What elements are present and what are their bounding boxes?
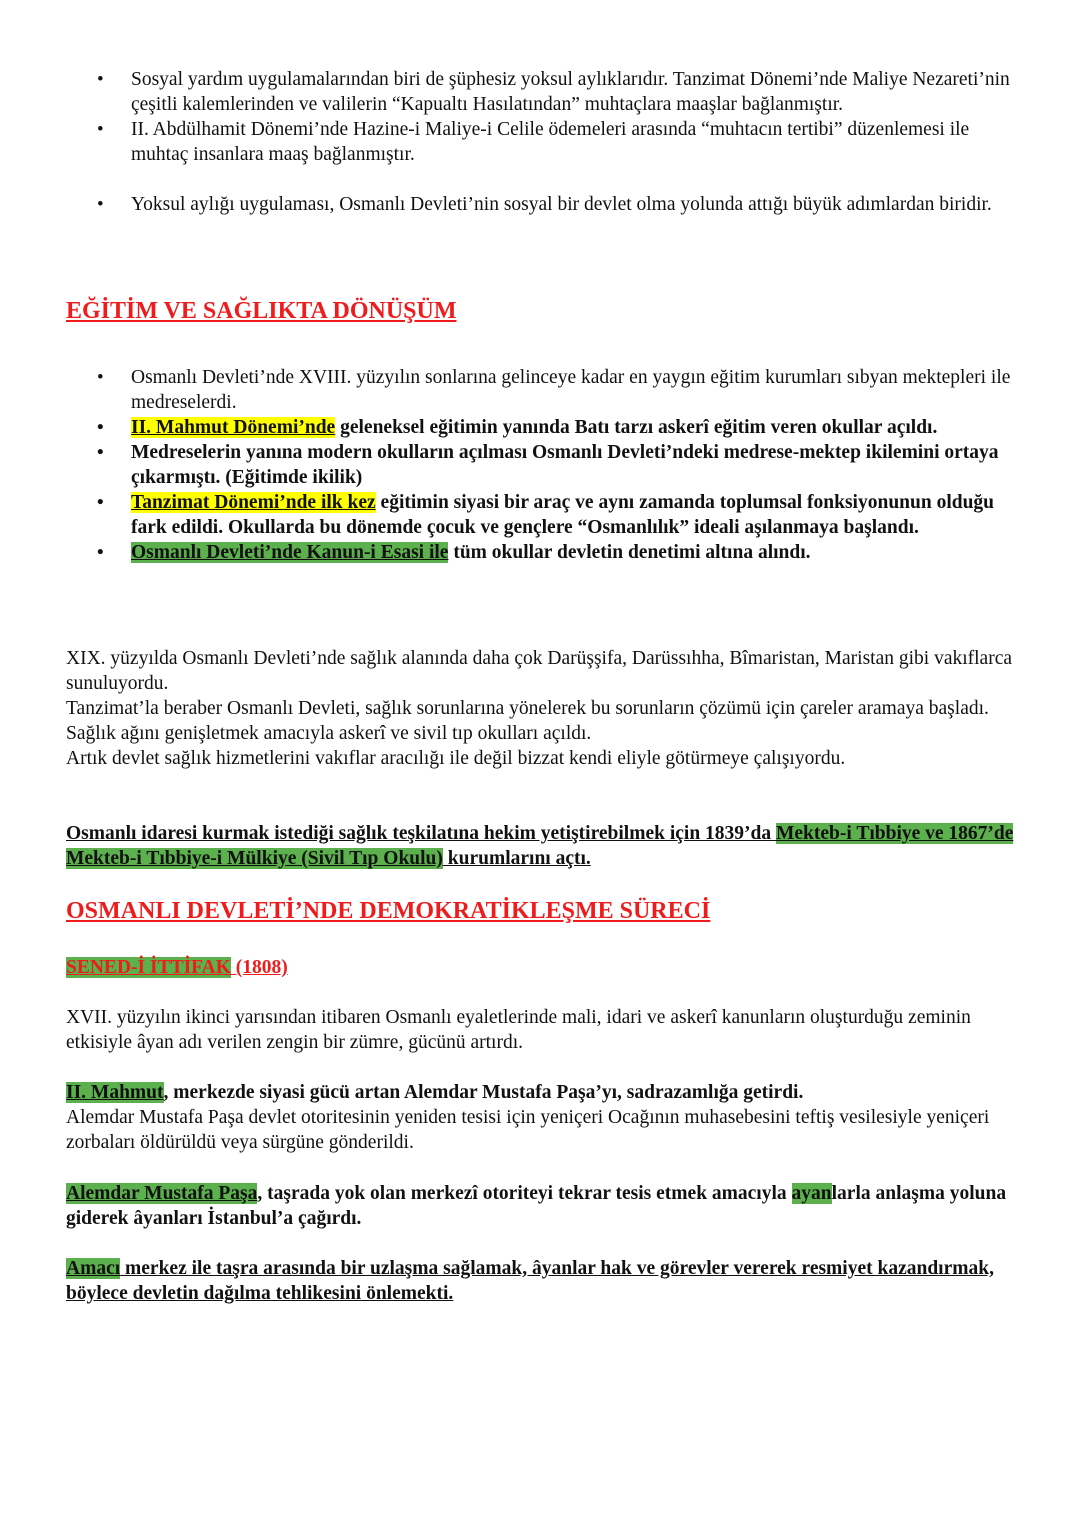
list-item: • Osmanlı Devleti’nde XVIII. yüzyılın sonlarına gelinceye kadar en yaygın eğitim kurumları sıbyan mektepleri ile medreselerdi. [66, 365, 1016, 415]
section-heading-education-health: EĞİTİM VE SAĞLIKTA DÖNÜŞÜM [66, 298, 457, 324]
paragraph-ayan: XVII. yüzyılın ikinci yarısından itibaren Osmanlı eyaletlerinde mali, idari ve askerî kanunların oluşturduğu zeminin etkisiyle âyan adı verilen zengin bir zümre, gücünü artırdı. [66, 1007, 971, 1053]
highlight-green: ayan [791, 1183, 832, 1204]
list-item: • Tanzimat Dönemi’nde ilk kez eğitimin siyasi bir araç ve aynı zamanda toplumsal fonksiyonunun olduğu fark edildi. Okullarda bu dönemde çocuk ve gençlere “Osmanlılık” ideali aşılanmaya başlandı. [66, 490, 1016, 540]
list-item: • Osmanlı Devleti’nde Kanun-i Esasi ile tüm okullar devletin denetimi altına alındı. [66, 540, 1016, 565]
paragraph-alemdar: Alemdar Mustafa Paşa, taşrada yok olan merkezî otoriteyi tekrar tesis etmek amacıyla ayanlarla anlaşma yoluna giderek âyanları İstanbul’a çağırdı. [66, 1183, 1007, 1229]
highlight-green: II. Mahmut [66, 1082, 164, 1103]
highlight-green: SENED-İ İTTİFAK [66, 957, 231, 978]
list-item: • Yoksul aylığı uygulaması, Osmanlı Devleti’nin sosyal bir devlet olma yolunda attığı büyük adımlardan biridir. [66, 192, 1016, 217]
highlight-green: Osmanlı Devleti’nde Kanun-i Esasi ile [131, 542, 449, 563]
top-bullet-list [66, 67, 1016, 217]
medical-schools-paragraph: Osmanlı idaresi kurmak istediği sağlık teşkilatına hekim yetiştirebilmek için 1839’da Mekteb-i Tıbbiye ve 1867’de Mekteb-i Tıbbiye-i Mülkiye (Sivil Tıp Okulu) kurumlarını açtı. [66, 823, 1014, 869]
highlight-green: Amacı [66, 1258, 121, 1279]
paragraph-mahmut: II. Mahmut, merkezde siyasi gücü artan Alemdar Mustafa Paşa’yı, sadrazamlığa getirdi. Alemdar Mustafa Paşa devlet otoritesinin yeniden tesisi için yeniçeri Ocağının muhasebesini teftiş vesilesiyle yeniçeri zorbaları öldürüldü veya sürgüne gönderildi. [66, 1082, 990, 1153]
highlight-yellow: II. Mahmut Dönemi’nde [131, 417, 336, 438]
paragraph: XIX. yüzyılda Osmanlı Devleti’nde sağlık alanında daha çok Darüşşifa, Darüssıhha, Bîmaristan, Maristan gibi vakıflarca sunuluyordu. [66, 648, 1013, 694]
paragraph: Sağlık ağını genişletmek amacıyla askerî ve sivil tıp okulları açıldı. [66, 723, 592, 744]
paragraph: Artık devlet sağlık hizmetlerini vakıflar aracılığı ile değil bizzat kendi eliyle götürmeye çalışıyordu. [66, 748, 846, 769]
paragraph-amaci: Amacı merkez ile taşra arasında bir uzlaşma sağlamak, âyanlar hak ve görevler vererek resmiyet kazandırmak, böylece devletin dağılma tehlikesini önlemekti. [66, 1258, 994, 1304]
section-heading-democratization: OSMANLI DEVLETİ’NDE DEMOKRATİKLEŞME SÜRECİ [66, 898, 711, 924]
list-item: • II. Mahmut Dönemi’nde geleneksel eğitimin yanında Batı tarzı askerî eğitim veren okullar açıldı. [66, 415, 1016, 440]
health-paragraphs [66, 646, 1016, 771]
paragraph: Tanzimat’la beraber Osmanlı Devleti, sağlık sorunlarına yönelerek bu sorunların çözümü için çareler aramaya başladı. [66, 698, 989, 719]
highlight-green: Alemdar Mustafa Paşa [66, 1183, 258, 1204]
education-bullet-list [66, 365, 1016, 565]
list-item: • Sosyal yardım uygulamalarından biri de şüphesiz yoksul aylıklarıdır. Tanzimat Dönemi’nde Maliye Nezareti’nin çeşitli kalemlerinden ve valilerin “Kapualtı Hasılatından” muhtaçlara maaşlar bağlanmıştır. [66, 67, 1016, 117]
subheading-sened-i-ittifak: SENED-İ İTTİFAK (1808) [66, 957, 288, 978]
list-item: • Medreselerin yanına modern okulların açılması Osmanlı Devleti’ndeki medrese-mektep ikilemini ortaya çıkarmıştı. (Eğitimde ikilik) [66, 440, 1016, 490]
highlight-green: Mekteb-i Tıbbiye ve 1867’de Mekteb-i Tıbbiye-i Mülkiye (Sivil Tıp Okulu) [66, 823, 1014, 869]
highlight-yellow: Tanzimat Dönemi’nde ilk kez [131, 492, 376, 513]
list-item: • II. Abdülhamit Dönemi’nde Hazine-i Maliye-i Celile ödemeleri arasında “muhtacın tertibi” düzenlemesi ile muhtaç insanlara maaş bağlanmıştır. [66, 117, 1016, 167]
